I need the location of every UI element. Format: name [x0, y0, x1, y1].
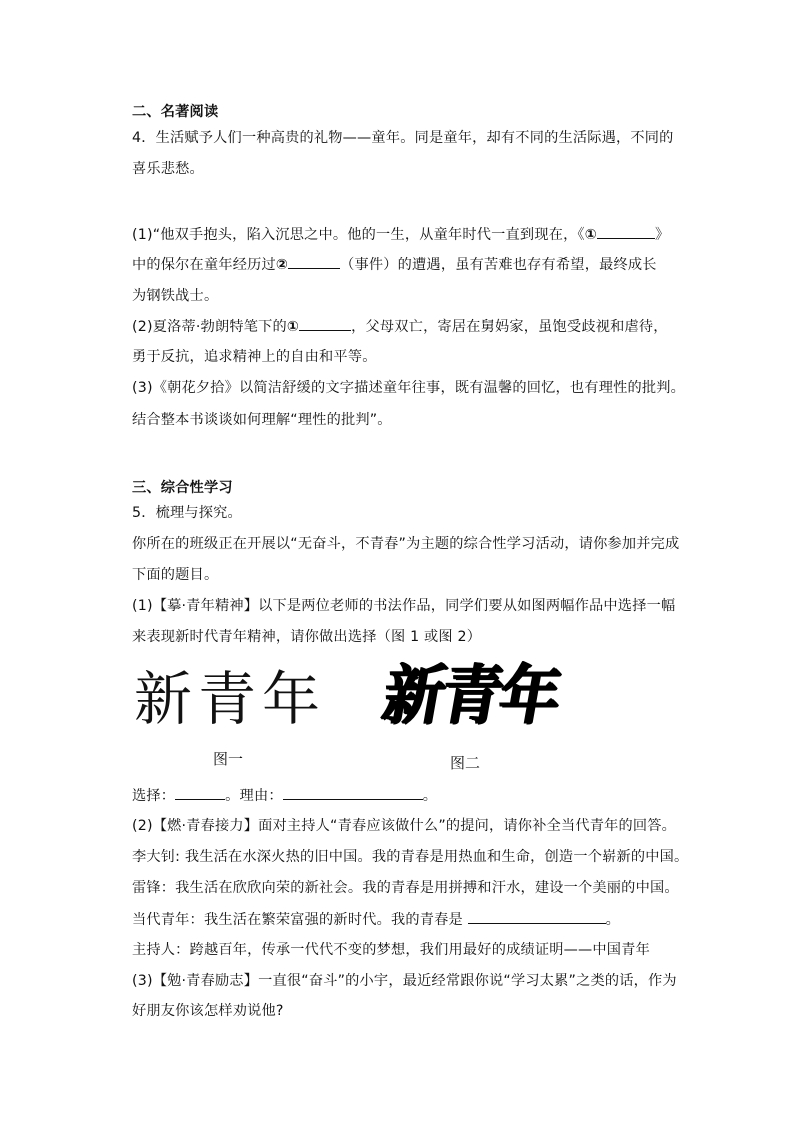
answer-blank[interactable] [288, 254, 340, 269]
sub-question-3-line-1: (3)《朝花夕拾》以简洁舒缓的文字描述童年往事，既有温馨的回忆，也有理性的批判。 [132, 380, 686, 396]
sub-question-3-line-1: (3)【勉·青春励志】一直很“奋斗”的小宇，最近经常跟你说“学习太累”之类的话，作为 [132, 973, 677, 989]
figure-1-calligraphy[interactable]: 新青年 [134, 665, 327, 733]
figure-1-caption: 图一 [213, 750, 244, 768]
reason-label: 。理由： [225, 788, 283, 804]
sub-question-2-line-2: 勇于反抗，追求精神上的自由和平等。 [132, 349, 377, 365]
text: (2)夏洛蒂·勃朗特笔下的 [132, 319, 287, 335]
sub-question-2-line-3: 雷锋：我生活在欣欣向荣的新社会。我的青春是用拼搏和汗水，建设一个美丽的中国。 [132, 880, 679, 896]
answer-blank[interactable] [597, 224, 655, 239]
choice-line [132, 785, 437, 806]
choice-blank[interactable] [175, 785, 225, 800]
text: 》 [655, 227, 670, 243]
sub-question-1-line-3: 为钢铁战士。 [132, 288, 219, 304]
circled-number: ① [286, 319, 300, 335]
answer-blank[interactable] [299, 316, 351, 331]
sub-question-1-line-1: (1)【摹·青年精神】以下是两位老师的书法作品，同学们要从如图两幅作品中选择一幅 [132, 598, 676, 614]
figure-2-caption: 图二 [450, 754, 481, 772]
text: 中的保尔在童年经历过 [132, 257, 276, 273]
question-5: 5．梳理与探究。 [132, 505, 242, 521]
sub-question-1-line-2: 来表现新时代青年精神，请你做出选择（图 1 或图 2） [132, 629, 482, 645]
figure-2-calligraphy[interactable]: 新青年 [377, 658, 565, 734]
text: 当代青年：我生活在繁荣富强的新时代。我的青春是 [132, 912, 468, 928]
sub-question-2-line-1 [132, 316, 668, 337]
sub-question-3-line-2: 好朋友你该怎样劝说他? [132, 1003, 284, 1019]
text: ，父母双亡，寄居在舅妈家，虽饱受歧视和虐待， [351, 319, 668, 335]
choice-label: 选择： [132, 788, 176, 804]
sub-question-2-line-2: 李大钊: 我生活在水深火热的旧中国。我的青春是用热血和生命，创造一个崭新的中国。 [132, 849, 689, 865]
intro-line-1: 你所在的班级正在开展以“无奋斗，不青春”为主题的综合性学习活动，请你参加并完成 [132, 536, 680, 552]
text: （事件）的遭遇，虽有苦难也存有希望，最终成长 [340, 257, 657, 273]
sub-question-2-line-1: (2)【燃·青春接力】面对主持人“青春应该做什么”的提问，请你补全当代青年的回答。 [132, 818, 677, 834]
section-heading-comprehensive: 三、综合性学习 [132, 480, 233, 496]
sub-question-1-line-2 [132, 254, 657, 275]
question-4-line-1: 4．生活赋予人们一种高贵的礼物——童年。同是童年，却有不同的生活际遇，不同的 [132, 130, 674, 146]
reason-blank[interactable] [283, 785, 423, 800]
sub-question-3-line-2: 结合整本书谈谈如何理解“理性的批判”。 [132, 412, 392, 428]
question-4-line-2: 喜乐悲愁。 [132, 161, 204, 177]
text: 。 [422, 788, 438, 804]
circled-number: ① [584, 227, 597, 243]
section-heading-reading: 二、名著阅读 [132, 104, 219, 120]
sub-question-2-line-4 [132, 909, 620, 930]
answer-blank[interactable] [468, 909, 606, 924]
text: 。 [605, 912, 621, 928]
circled-number: ② [275, 257, 289, 273]
text: (1)“他双手抱头，陷入沉思之中。他的一生，从童年时代一直到现在，《 [132, 227, 585, 243]
intro-line-2: 下面的题目。 [132, 567, 219, 583]
sub-question-2-line-5: 主持人：跨越百年，传承一代代不变的梦想，我们用最好的成绩证明——中国青年 [132, 942, 650, 958]
sub-question-1-line-1 [132, 224, 669, 245]
